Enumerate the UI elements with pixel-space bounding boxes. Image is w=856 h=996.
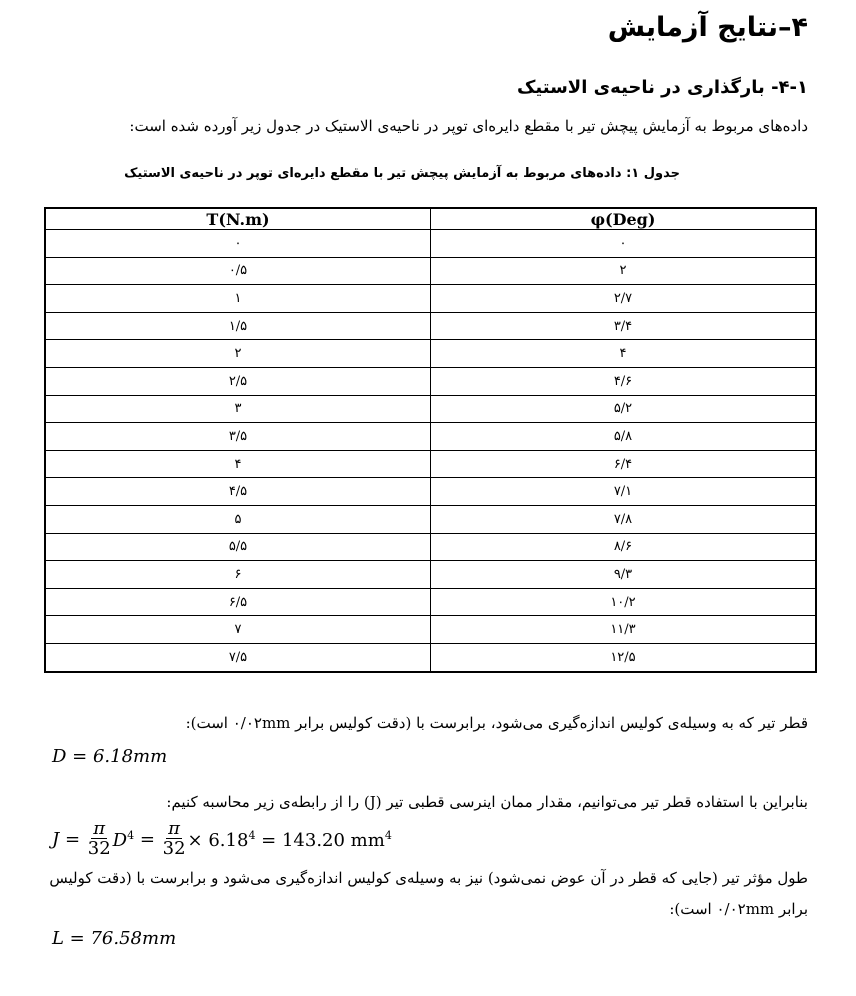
torque-cell: ۷/۵ xyxy=(45,643,431,671)
torque-cell: ۶ xyxy=(45,561,431,589)
eq-result: = 143.20 $mm^4$ xyxy=(261,828,392,851)
diameter-equation: D = 6.18mm xyxy=(52,746,168,767)
eq-product: × $6.18^4$ xyxy=(187,828,256,851)
torque-cell: ۵ xyxy=(45,505,431,533)
table-row xyxy=(45,340,816,368)
angle-cell: ۶/۴ xyxy=(431,450,817,478)
length-paragraph-line2: برابر ۰/۰۲mm است): xyxy=(669,900,808,918)
torque-cell: ۱/۵ xyxy=(45,312,431,340)
pi-over-32-fraction-2 xyxy=(163,820,186,859)
pi-over-32-fraction-1 xyxy=(88,820,111,859)
length-equation: L = 76.58mm xyxy=(52,928,177,949)
torque-cell: ۷ xyxy=(45,616,431,644)
table-row xyxy=(45,367,816,395)
table-row xyxy=(45,230,816,258)
diameter-paragraph: قطر تیر که به وسیله‌ی کولیس اندازه‌گیری می‌شود، برابرست با (دقت کولیس برابر ۰/۰۲mm است): xyxy=(185,714,808,732)
torque-cell: ۲/۵ xyxy=(45,367,431,395)
fraction-numerator: π xyxy=(168,818,181,839)
table-row xyxy=(45,616,816,644)
torque-cell: ۴ xyxy=(45,450,431,478)
torque-cell: ۳/۵ xyxy=(45,423,431,451)
torque-cell: ۱ xyxy=(45,285,431,313)
table-row xyxy=(45,312,816,340)
eq-lhs: J = xyxy=(52,829,81,850)
section-heading: ۴–نتایج آزمایش xyxy=(607,12,808,43)
table-row xyxy=(45,588,816,616)
table-row xyxy=(45,257,816,285)
angle-cell: ۲/۷ xyxy=(431,285,817,313)
angle-cell: ۰ xyxy=(431,230,817,258)
torque-cell: ۰/۵ xyxy=(45,257,431,285)
angle-cell: ۵/۲ xyxy=(431,395,817,423)
angle-cell: ۴ xyxy=(431,340,817,368)
fraction-denominator: 32 xyxy=(87,838,111,859)
angle-cell: ۱۲/۵ xyxy=(431,643,817,671)
angle-cell: ۷/۸ xyxy=(431,505,817,533)
table-row xyxy=(45,478,816,506)
length-paragraph-line1: طول مؤثر تیر (جایی که قطر در آن عوض نمی‌شود) نیز به وسیله‌ی کولیس اندازه‌گیری می‌شود و برابرست با (دقت کولیس xyxy=(49,869,808,887)
table-row xyxy=(45,561,816,589)
torque-cell: ۶/۵ xyxy=(45,588,431,616)
intro-paragraph: داده‌های مربوط به آزمایش پیچش تیر با مقطع دایره‌ای توپر در ناحیه‌ی الاستیک در جدول زیر آورده شده است: xyxy=(129,117,808,135)
fraction-numerator: π xyxy=(93,818,106,839)
data-table xyxy=(44,207,817,673)
angle-cell: ۱۰/۲ xyxy=(431,588,817,616)
table-header-row xyxy=(45,208,816,230)
angle-cell: ۸/۶ xyxy=(431,533,817,561)
torque-cell: ۲ xyxy=(45,340,431,368)
table-row xyxy=(45,643,816,671)
fraction-denominator: 32 xyxy=(162,838,186,859)
angle-cell: ۹/۳ xyxy=(431,561,817,589)
torque-cell: ۵/۵ xyxy=(45,533,431,561)
torque-cell: ۴/۵ xyxy=(45,478,431,506)
table-caption: جدول ۱: داده‌های مربوط به آزمایش پیچش تیر با مقطع دایره‌ای توپر در ناحیه‌ی الاستیک xyxy=(124,166,680,181)
polar-moment-paragraph: بنابراین با استفاده قطر تیر می‌توانیم، مقدار ممان اینرسی قطبی تیر (J) را از رابطه‌ی زیر محاسبه کنیم: xyxy=(166,793,808,811)
table-row xyxy=(45,423,816,451)
table-row xyxy=(45,505,816,533)
header-torque: T(N.m) xyxy=(45,208,431,230)
eq-d-term: $D^4$ xyxy=(112,828,135,851)
subsection-heading: ۴-۱- بارگذاری در ناحیه‌ی الاستیک xyxy=(516,77,808,98)
header-angle: φ(Deg) xyxy=(431,208,817,230)
table-row xyxy=(45,533,816,561)
torque-cell: ۰ xyxy=(45,230,431,258)
polar-moment-equation: J = $\frac{\pi}{32}$ $D^4$ = $\frac{\pi}{32}$ × $6.18^4$ = 143.20 $mm^4$ xyxy=(52,818,392,859)
angle-cell: ۴/۶ xyxy=(431,367,817,395)
table-row xyxy=(45,395,816,423)
torque-cell: ۳ xyxy=(45,395,431,423)
angle-cell: ۱۱/۳ xyxy=(431,616,817,644)
angle-cell: ۵/۸ xyxy=(431,423,817,451)
table-row xyxy=(45,450,816,478)
table-row xyxy=(45,285,816,313)
angle-cell: ۳/۴ xyxy=(431,312,817,340)
angle-cell: ۲ xyxy=(431,257,817,285)
angle-cell: ۷/۱ xyxy=(431,478,817,506)
